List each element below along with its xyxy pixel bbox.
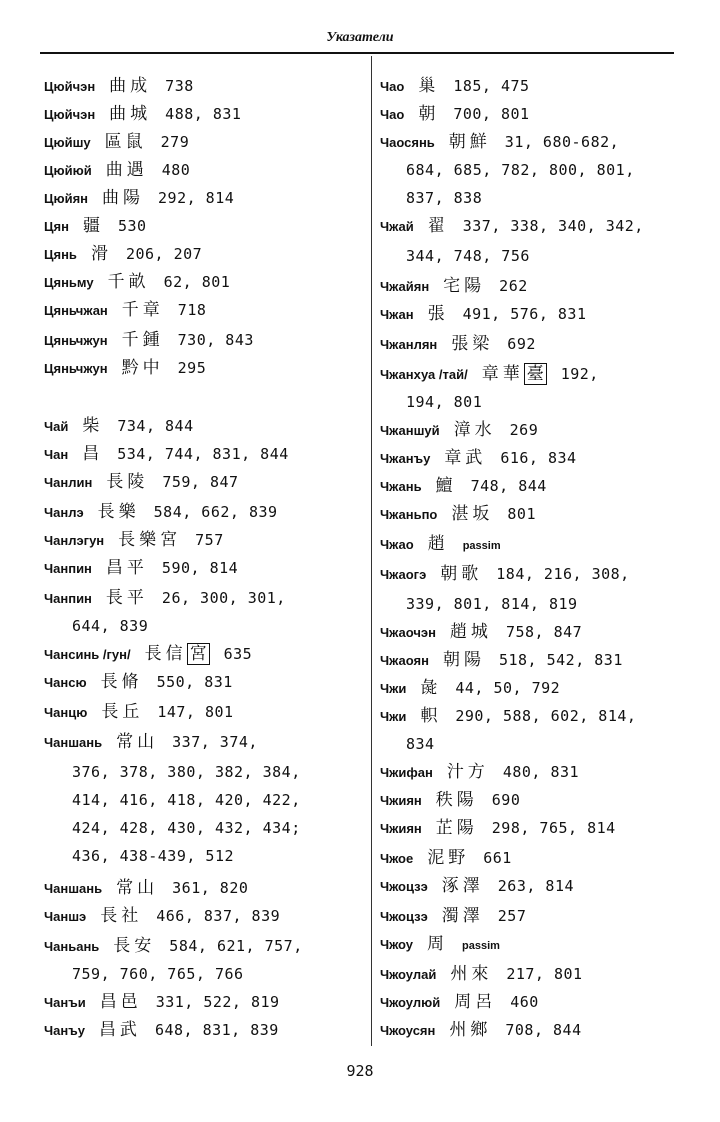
chinese-characters: 周呂 xyxy=(454,992,497,1012)
index-entry xyxy=(44,902,280,931)
index-term: Цяньчжун xyxy=(44,361,108,376)
index-entry xyxy=(380,212,644,241)
boxed-character: 宮 xyxy=(187,643,210,665)
index-term: Чжи xyxy=(380,709,407,724)
index-entry xyxy=(380,100,530,129)
index-entry xyxy=(380,786,520,815)
index-entry xyxy=(44,526,224,555)
chinese-characters: 昌 xyxy=(82,444,104,464)
page-references: 534, 744, 831, 844 xyxy=(117,445,289,463)
page-references: 692 xyxy=(507,335,536,353)
index-term: Чао xyxy=(380,107,405,122)
page-references: 700, 801 xyxy=(453,105,530,123)
chinese-characters: 千畝 xyxy=(107,272,150,292)
page-references: 292, 814 xyxy=(158,189,235,207)
page-references: 730, 843 xyxy=(177,331,254,349)
index-entry xyxy=(44,988,280,1017)
index-term: Цюйян xyxy=(44,191,89,206)
header-rule xyxy=(40,52,674,54)
index-entry xyxy=(380,872,574,901)
index-entry-continuation xyxy=(406,730,435,758)
page-references: 269 xyxy=(509,421,539,439)
chinese-characters: 昌平 xyxy=(105,558,148,578)
passim-note: passim xyxy=(462,940,500,952)
index-term: Чжай xyxy=(380,219,414,234)
page-references: 759, 847 xyxy=(162,473,239,491)
index-entry xyxy=(44,412,194,441)
page-number: 928 xyxy=(346,1062,374,1080)
chinese-characters: 長樂 xyxy=(97,502,140,522)
index-term: Цяньчжун xyxy=(44,333,108,348)
chinese-characters: 長安 xyxy=(113,936,156,956)
page-references: 661 xyxy=(483,849,512,867)
page-references: 718 xyxy=(177,301,207,319)
column-divider xyxy=(371,56,372,1046)
index-term: Чжи xyxy=(380,681,407,696)
chinese-characters: 張 xyxy=(427,304,449,324)
index-term: Чжиян xyxy=(380,821,422,836)
index-entry xyxy=(380,530,501,560)
page-references: 460 xyxy=(510,993,539,1011)
passim-note: passim xyxy=(462,540,501,552)
page-references: 295 xyxy=(177,359,207,377)
page-references: 339, 801, 814, 819 xyxy=(406,595,578,613)
index-term: Чжайян xyxy=(380,279,430,294)
page-references: 738 xyxy=(165,77,194,95)
index-term: Чжоцзэ xyxy=(380,909,428,924)
index-entry xyxy=(44,212,147,241)
chinese-characters: 滑 xyxy=(90,244,112,264)
page-references: 184, 216, 308, xyxy=(496,565,630,583)
page-references: 206, 207 xyxy=(125,245,203,263)
index-entry xyxy=(44,468,239,497)
index-term: Чанлин xyxy=(44,475,93,490)
page-references: 337, 338, 340, 342, xyxy=(462,217,644,235)
index-term: Цян xyxy=(44,219,69,234)
chinese-characters: 彘 xyxy=(420,678,442,698)
page-references: 31, 680-682, xyxy=(504,133,620,151)
page-references: 290, 588, 602, 814, xyxy=(455,707,637,725)
page-references: 690 xyxy=(491,791,521,809)
index-entry xyxy=(380,560,630,589)
index-entry-continuation xyxy=(72,612,148,640)
index-entry xyxy=(380,72,530,101)
index-entry xyxy=(44,156,190,185)
chinese-characters: 涿澤 xyxy=(441,876,484,896)
page-references: 584, 621, 757, xyxy=(169,937,303,955)
page-references: 44, 50, 792 xyxy=(455,679,561,697)
index-entry xyxy=(380,646,623,675)
chinese-characters: 泥野 xyxy=(427,848,470,868)
chinese-characters: 芷陽 xyxy=(435,818,478,838)
chinese-characters: 州鄉 xyxy=(449,1020,492,1040)
index-term: Чжаоян xyxy=(380,653,429,668)
index-entry xyxy=(44,440,289,469)
index-term: Чанпин xyxy=(44,591,92,606)
index-entry xyxy=(380,814,616,843)
index-term: Чансинь /гун/ xyxy=(44,647,131,662)
chinese-characters: 千鍾 xyxy=(121,330,164,350)
index-term: Чжанлян xyxy=(380,337,438,352)
index-term: Чао xyxy=(380,79,405,94)
index-entry xyxy=(44,354,206,383)
chinese-characters: 鱣 xyxy=(435,476,457,496)
page-references: 436, 438-439, 512 xyxy=(72,847,235,865)
index-term: Чаншань xyxy=(44,881,103,896)
page-references: 185, 475 xyxy=(453,77,530,95)
index-term: Чанпин xyxy=(44,561,92,576)
chinese-characters: 長平 xyxy=(105,588,148,608)
index-entry-continuation xyxy=(406,388,482,416)
page-references: 147, 801 xyxy=(157,703,234,721)
index-term: Чжань xyxy=(380,479,422,494)
chinese-characters: 曲遇 xyxy=(105,160,148,180)
page-references: 194, 801 xyxy=(406,393,483,411)
chinese-characters: 長樂宮 xyxy=(118,530,182,550)
index-term: Чаньань xyxy=(44,939,100,954)
index-term: Чаншань xyxy=(44,735,103,750)
index-entry xyxy=(380,674,560,703)
index-entry xyxy=(380,618,582,647)
index-entry xyxy=(380,128,619,157)
chinese-characters: 長陵 xyxy=(106,472,149,492)
index-term: Чжаншуй xyxy=(380,423,440,438)
index-term: Цюйюй xyxy=(44,163,92,178)
index-term: Цяньчжан xyxy=(44,303,108,318)
index-entry xyxy=(44,184,234,213)
page-references: 217, 801 xyxy=(506,965,583,983)
index-term: Чжанъу xyxy=(380,451,431,466)
chinese-characters: 長脩 xyxy=(100,672,143,692)
index-entry xyxy=(44,584,286,613)
page-references: 262 xyxy=(499,277,528,295)
chinese-characters: 朝鮮 xyxy=(448,132,491,152)
index-entry-continuation xyxy=(72,814,301,842)
page-references: 480 xyxy=(161,161,191,179)
page-references: 488, 831 xyxy=(165,105,242,123)
page-references: 758, 847 xyxy=(505,623,583,641)
index-term: Чанъу xyxy=(44,1023,85,1038)
page-references: 550, 831 xyxy=(156,673,233,691)
index-entry xyxy=(44,100,241,129)
index-term: Цянь xyxy=(44,247,77,262)
page-references: 518, 542, 831 xyxy=(498,651,623,669)
boxed-character: 臺 xyxy=(524,363,547,385)
page-references: 361, 820 xyxy=(172,879,249,897)
page-references: 62, 801 xyxy=(163,273,231,291)
index-entry-continuation xyxy=(72,842,234,870)
index-term: Чжиян xyxy=(380,793,422,808)
index-term: Чжифан xyxy=(380,765,433,780)
index-entry xyxy=(380,472,547,501)
chinese-characters: 巢 xyxy=(418,76,440,96)
chinese-characters: 章武 xyxy=(444,448,487,468)
index-entry-continuation xyxy=(406,242,530,270)
page-references: 584, 662, 839 xyxy=(153,503,278,521)
chinese-characters: 章華 xyxy=(481,364,524,384)
chinese-characters: 黔中 xyxy=(121,358,164,378)
index-term: Чжоусян xyxy=(380,1023,436,1038)
index-entry xyxy=(44,640,252,669)
index-term: Чжао xyxy=(380,537,414,552)
index-entry xyxy=(380,330,536,359)
index-entry xyxy=(44,698,234,727)
index-term: Чанлэ xyxy=(44,505,84,520)
index-term: Чжоулюй xyxy=(380,995,441,1010)
index-term: Чжан xyxy=(380,307,414,322)
index-term: Чжаогэ xyxy=(380,567,427,582)
index-entry xyxy=(380,902,526,931)
index-entry xyxy=(380,758,579,787)
chinese-characters: 州來 xyxy=(450,964,493,984)
chinese-characters: 昌邑 xyxy=(99,992,142,1012)
index-entry xyxy=(380,988,539,1017)
chinese-characters: 汁方 xyxy=(446,762,489,782)
index-entry xyxy=(44,296,206,325)
index-term: Чанцю xyxy=(44,705,88,720)
chinese-characters: 長社 xyxy=(100,906,143,926)
chinese-characters: 趙 xyxy=(427,534,449,554)
index-term: Чаншэ xyxy=(44,909,87,924)
chinese-characters: 翟 xyxy=(427,216,449,236)
chinese-characters: 區鼠 xyxy=(104,132,147,152)
index-entry xyxy=(44,932,303,961)
chinese-characters: 長丘 xyxy=(101,702,144,722)
page-references: 616, 834 xyxy=(500,449,577,467)
index-entry-continuation xyxy=(406,156,635,184)
chinese-characters: 曲陽 xyxy=(102,188,145,208)
index-entry xyxy=(380,416,538,445)
index-entry xyxy=(380,702,636,731)
index-term: Цюйшу xyxy=(44,135,91,150)
index-term: Чансю xyxy=(44,675,87,690)
chinese-characters: 宅陽 xyxy=(443,276,486,296)
chinese-characters: 朝歌 xyxy=(440,564,483,584)
index-entry-continuation xyxy=(72,960,244,988)
index-entry xyxy=(380,960,583,989)
page-references: 801 xyxy=(507,505,536,523)
index-entry xyxy=(380,360,599,389)
page-header-title: Указатели xyxy=(326,30,394,45)
index-term: Чжоу xyxy=(380,937,414,952)
page-references: 684, 685, 782, 800, 801, xyxy=(406,161,635,179)
page-references: 279 xyxy=(160,133,190,151)
index-entry xyxy=(380,1016,582,1045)
chinese-characters: 張梁 xyxy=(451,334,494,354)
chinese-characters: 昌武 xyxy=(98,1020,141,1040)
index-entry-continuation xyxy=(406,590,578,618)
index-term: Чаосянь xyxy=(380,135,435,150)
chinese-characters: 趙城 xyxy=(449,622,492,642)
page-references: 757 xyxy=(195,531,224,549)
index-term: Чжаньпо xyxy=(380,507,438,522)
index-term: Чжоцзэ xyxy=(380,879,428,894)
chinese-characters: 曲成 xyxy=(109,76,152,96)
chinese-characters: 濁澤 xyxy=(441,906,484,926)
chinese-characters: 常山 xyxy=(116,878,159,898)
chinese-characters: 曲城 xyxy=(109,104,152,124)
page-references: 734, 844 xyxy=(117,417,194,435)
index-term: Чжаочэн xyxy=(380,625,436,640)
index-entry xyxy=(44,268,230,297)
page-references: 530 xyxy=(117,217,147,235)
page-references: 834 xyxy=(406,735,435,753)
index-entry xyxy=(44,128,189,157)
page-references: 708, 844 xyxy=(505,1021,582,1039)
page-references: 257 xyxy=(497,907,527,925)
index-entry xyxy=(44,326,254,355)
page-references: 344, 748, 756 xyxy=(406,247,530,265)
index-term: Чжанхуа /тай/ xyxy=(380,367,468,382)
index-term: Цюйчэн xyxy=(44,107,96,122)
page-references: 635 xyxy=(223,645,253,663)
index-term: Чай xyxy=(44,419,69,434)
page-references: 466, 837, 839 xyxy=(156,907,281,925)
index-entry xyxy=(44,240,202,269)
chinese-characters: 湛坂 xyxy=(451,504,494,524)
index-term: Чжое xyxy=(380,851,414,866)
index-entry xyxy=(44,72,194,101)
chinese-characters: 千章 xyxy=(121,300,164,320)
page-references: 298, 765, 814 xyxy=(491,819,616,837)
index-entry xyxy=(44,498,278,527)
page-references: 491, 576, 831 xyxy=(462,305,587,323)
chinese-characters: 長信 xyxy=(144,644,187,664)
chinese-characters: 朝陽 xyxy=(442,650,485,670)
index-term: Чанлэгун xyxy=(44,533,105,548)
index-entry xyxy=(44,1016,279,1045)
chinese-characters: 常山 xyxy=(116,732,159,752)
page-references: 337, 374, xyxy=(172,733,258,751)
index-entry-continuation xyxy=(72,758,301,786)
page-references: 424, 428, 430, 432, 434; xyxy=(72,819,301,837)
chinese-characters: 漳水 xyxy=(453,420,496,440)
chinese-characters: 周 xyxy=(427,934,449,954)
chinese-characters: 軹 xyxy=(420,706,442,726)
page-references: 648, 831, 839 xyxy=(154,1021,279,1039)
page-references: 263, 814 xyxy=(497,877,575,895)
index-entry xyxy=(380,844,512,873)
index-entry xyxy=(44,668,233,697)
index-entry xyxy=(380,300,587,329)
index-entry xyxy=(380,444,577,473)
index-term: Цяньму xyxy=(44,275,94,290)
page-references: 26, 300, 301, xyxy=(161,589,286,607)
chinese-characters: 朝 xyxy=(418,104,440,124)
page-references: 480, 831 xyxy=(502,763,580,781)
page-references: 837, 838 xyxy=(406,189,483,207)
page-references: 748, 844 xyxy=(470,477,547,495)
page-references: 192, xyxy=(560,365,599,383)
chinese-characters: 秩陽 xyxy=(435,790,478,810)
chinese-characters: 柴 xyxy=(82,416,104,436)
index-entry xyxy=(380,500,536,529)
index-term: Цюйчэн xyxy=(44,79,96,94)
chinese-characters: 疆 xyxy=(82,216,104,236)
page-references: 644, 839 xyxy=(72,617,149,635)
index-entry xyxy=(44,874,248,903)
index-entry-continuation xyxy=(72,786,301,814)
index-term: Чанъи xyxy=(44,995,86,1010)
index-entry xyxy=(44,728,258,757)
page-references: 414, 416, 418, 420, 422, xyxy=(72,791,301,809)
index-term: Чан xyxy=(44,447,69,462)
page-references: 331, 522, 819 xyxy=(155,993,280,1011)
page-references: 376, 378, 380, 382, 384, xyxy=(72,763,301,781)
page-references: 759, 760, 765, 766 xyxy=(72,965,244,983)
index-term: Чжоулай xyxy=(380,967,437,982)
page-references: 590, 814 xyxy=(161,559,239,577)
index-entry-continuation xyxy=(406,184,482,212)
index-entry xyxy=(380,272,528,301)
index-entry xyxy=(44,554,238,583)
index-entry xyxy=(380,930,500,960)
